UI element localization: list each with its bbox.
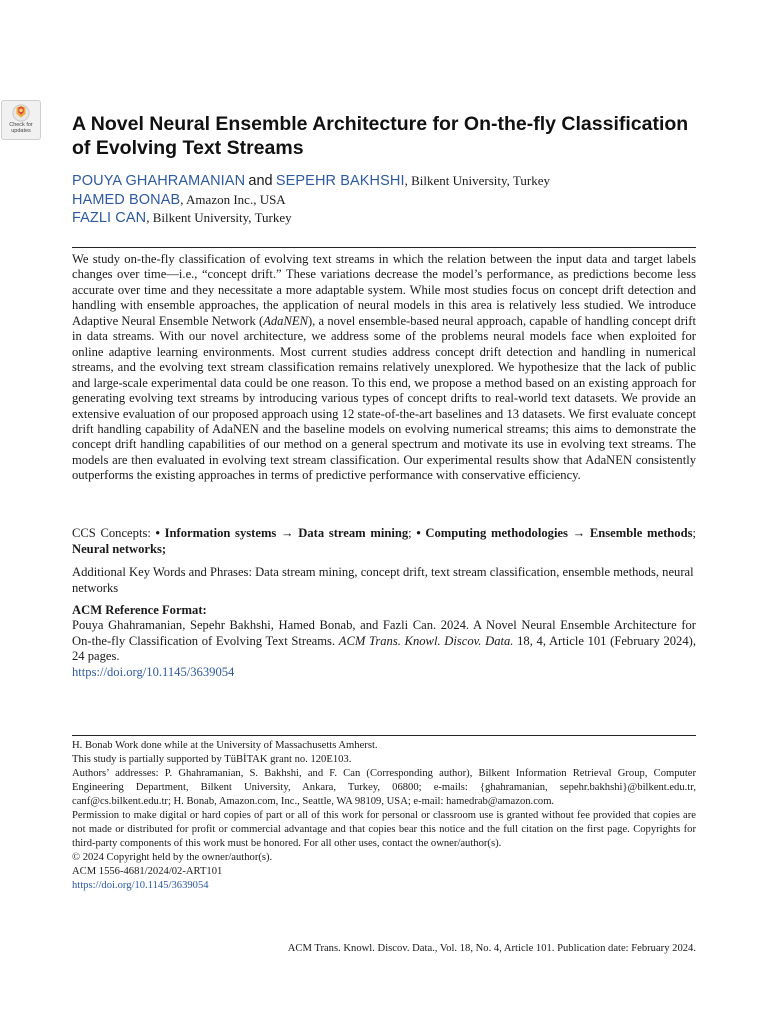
check-updates-icon bbox=[12, 104, 30, 122]
footnote-copyright: © 2024 Copyright held by the owner/author(s). bbox=[72, 852, 273, 863]
author-line-1 bbox=[72, 172, 696, 191]
affiliation-bilkent-2: , Bilkent University, Turkey bbox=[146, 210, 292, 225]
ccs-sep-1: ; bbox=[408, 526, 417, 540]
author-and: and bbox=[248, 173, 273, 189]
footnote-doi-link[interactable]: https://doi.org/10.1145/3639054 bbox=[72, 880, 209, 891]
abstract-divider bbox=[72, 247, 696, 248]
author-link-bonab[interactable]: HAMED BONAB bbox=[72, 191, 181, 208]
ccs-sep-2: ; bbox=[692, 526, 697, 540]
check-for-updates-badge[interactable] bbox=[1, 100, 41, 140]
abstract-text-1: We study on-the-fly classification of evolving text streams in which the relation between the input data and target labels changes over time—i.e., “concept drift.” These variations decrease the model’s performance, as predictions become less accurate over time and they necessitate a more adaptable system. While most studies focus on concept drift detection and handling with ensemble approaches, the application of neural models in this area is relatively less studied. We introduce Adaptive Neural Ensemble Network ( bbox=[72, 252, 696, 328]
paper-title: A Novel Neural Ensemble Architecture for On-the-fly Classification of Evolving Text Streams bbox=[72, 113, 689, 159]
ccs-concept-3: Neural networks; bbox=[72, 541, 167, 556]
acm-ref-text-1: Pouya Ghahramanian, Sepehr Bakhshi, Hamed Bonab, and Fazli Can. 2024. A Novel Neural Ensemble Architecture for On-the-fly Classification of Evolving Text Streams. bbox=[72, 618, 696, 648]
acm-ref-doi-link[interactable]: https://doi.org/10.1145/3639054 bbox=[72, 664, 235, 679]
abstract-adanen: AdaNEN bbox=[263, 313, 308, 328]
acm-ref-text-2: 18, 4, Article 101 (February 2024), 24 pages. bbox=[72, 633, 696, 664]
footnote-permission: Permission to make digital or hard copies of part or all of this work for personal or classroom use is granted without fee provided that copies are not made or distributed for profit or commercial advantage and that copies bear this notice and the full citation on the first page. Copyrights for third-party components of this work must be honored. For all other uses, contact the owner/author(s). bbox=[72, 810, 696, 849]
author-link-can[interactable]: FAZLI CAN bbox=[72, 210, 147, 226]
acm-reference-heading: ACM Reference Format: bbox=[72, 603, 207, 617]
ccs-concepts bbox=[72, 526, 696, 557]
acm-ref-journal: ACM Trans. Knowl. Discov. Data. bbox=[338, 633, 514, 648]
ccs-label: CCS Concepts: bbox=[72, 526, 156, 540]
footnote-bonab: H. Bonab Work done while at the University of Massachusetts Amherst. bbox=[72, 740, 378, 751]
affiliation-amazon: , Amazon Inc., USA bbox=[180, 191, 286, 207]
footnotes bbox=[72, 739, 696, 893]
abstract-paragraph bbox=[72, 252, 696, 484]
badge-text-2: updates bbox=[11, 128, 31, 134]
footnote-addresses: Authors’ addresses: P. Ghahramanian, S. Bakhshi, and F. Can (Corresponding author), Bilkent Information Retrieval Group, Computer Engineering Department, Bilkent University, Ankara, Turkey, 06800; e-mails: {ghahramanian, sepehr.bakhshi}@bilkent.edu.tr, canf@cs.bilkent.edu.tr; H. Bonab, Amazon.com, Inc., Seattle, WA 98109, USA; e-mail: hamedrab@amazon.com. bbox=[72, 768, 696, 807]
author-line-3 bbox=[72, 209, 696, 228]
footnote-issn: ACM 1556-4681/2024/02-ART101 bbox=[72, 866, 223, 877]
ccs-concept-2: • Computing methodologies → Ensemble methods bbox=[416, 526, 693, 540]
abstract-text-2: ), a novel ensemble-based neural approach, capable of handling concept drift in data streams. With our novel architecture, we address some of the problems neural models face when exploited for online adaptive learning environments. Most current studies address concept drift detection and handling in numerical streams, and the evolving text stream classification remains relatively unexplored. We hypothesize that the lack of public and large-scale experimental data could be one reason. To this end, we propose a method based on an existing approach for generating evolving text streams by introducing various types of concept drifts to real-world text datasets. We provide an extensive evaluation of our proposed approach using 12 state-of-the-art baselines and 13 datasets. We first evaluate concept drift handling capability of AdaNEN and the baseline models on evolving numerical streams; this aims to demonstrate the concept drift handling capabilities of our method on a general spectrum and motivate its use in evolving text streams. The models are then evaluated in evolving text stream classification. Our experimental results show that AdaNEN consistently outperforms the existing approaches in terms of predictive performance with conservative efficiency. bbox=[72, 313, 696, 483]
footnote-grant: This study is partially supported by TüBİTAK grant no. 120E103. bbox=[72, 754, 352, 765]
abstract bbox=[72, 252, 696, 484]
acm-reference bbox=[72, 618, 696, 680]
author-block bbox=[72, 172, 696, 228]
ccs-concept-1: • Information systems → Data stream mining bbox=[155, 526, 409, 540]
author-link-bakhshi[interactable]: SEPEHR BAKHSHI bbox=[275, 173, 405, 189]
author-link-ghahramanian[interactable]: POUYA GHAHRAMANIAN bbox=[72, 173, 246, 189]
footnote-divider bbox=[72, 735, 696, 736]
badge-text-1: Check for bbox=[9, 122, 33, 128]
page-footer: ACM Trans. Knowl. Discov. Data., Vol. 18, No. 4, Article 101. Publication date: February 2024. bbox=[287, 943, 696, 954]
author-line-2 bbox=[72, 191, 696, 210]
keywords: Additional Key Words and Phrases: Data stream mining, concept drift, text stream classification, ensemble methods, neural networks bbox=[72, 565, 694, 595]
affiliation-bilkent-1: , Bilkent University, Turkey bbox=[404, 173, 550, 188]
